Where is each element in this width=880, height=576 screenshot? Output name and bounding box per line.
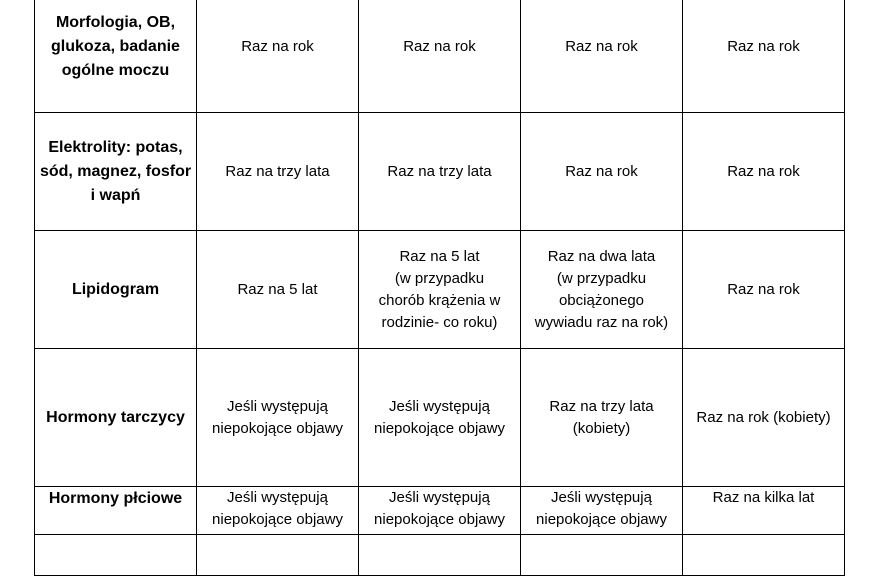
table-cell: Raz na rok: [521, 113, 683, 231]
row-header-thyroid: Hormony tarczycy: [35, 349, 197, 487]
table-cell: Raz na rok: [197, 0, 359, 113]
table-cell: Raz na rok: [683, 113, 845, 231]
table-cell-empty: [197, 535, 359, 576]
row-header-morphology: Morfologia, OB, glukoza, badanie ogólne moczu: [35, 0, 197, 113]
screening-table: [34, 0, 845, 576]
table-row: [35, 113, 845, 231]
table-cell: Raz na rok: [359, 0, 521, 113]
table-cell: Raz na trzy lata: [197, 113, 359, 231]
table-cell: Raz na rok (kobiety): [683, 349, 845, 487]
table-cell: Jeśli występują niepokojące objawy: [359, 487, 521, 535]
table-row: [35, 0, 845, 113]
table-cell: Jeśli występują niepokojące objawy: [197, 487, 359, 535]
table-row: [35, 487, 845, 535]
table-cell: Raz na dwa lata (w przypadku obciążonego wywiadu raz na rok): [521, 231, 683, 349]
table-cell: Raz na 5 lat (w przypadku chorób krążenia w rodzinie- co roku): [359, 231, 521, 349]
table-cell: Jeśli występują niepokojące objawy: [521, 487, 683, 535]
table-row: [35, 231, 845, 349]
row-header-lipidogram: Lipidogram: [35, 231, 197, 349]
table-cell-empty: [35, 535, 197, 576]
table-cell: Raz na trzy lata: [359, 113, 521, 231]
row-header-sex-hormones: Hormony płciowe: [35, 487, 197, 535]
table-cell: Raz na kilka lat: [683, 487, 845, 535]
table-cell: Raz na rok: [683, 231, 845, 349]
table-cell: Jeśli występują niepokojące objawy: [197, 349, 359, 487]
table-cell-empty: [683, 535, 845, 576]
table-cell: Raz na 5 lat: [197, 231, 359, 349]
table-cell-empty: [521, 535, 683, 576]
table-row: [35, 535, 845, 576]
table-cell-empty: [359, 535, 521, 576]
table-cell: Raz na trzy lata (kobiety): [521, 349, 683, 487]
table-row: [35, 349, 845, 487]
table-cell: Raz na rok: [683, 0, 845, 113]
table-cell: Raz na rok: [521, 0, 683, 113]
row-header-electrolytes: Elektrolity: potas, sód, magnez, fosfor i wapń: [35, 113, 197, 231]
table-cell: Jeśli występują niepokojące objawy: [359, 349, 521, 487]
